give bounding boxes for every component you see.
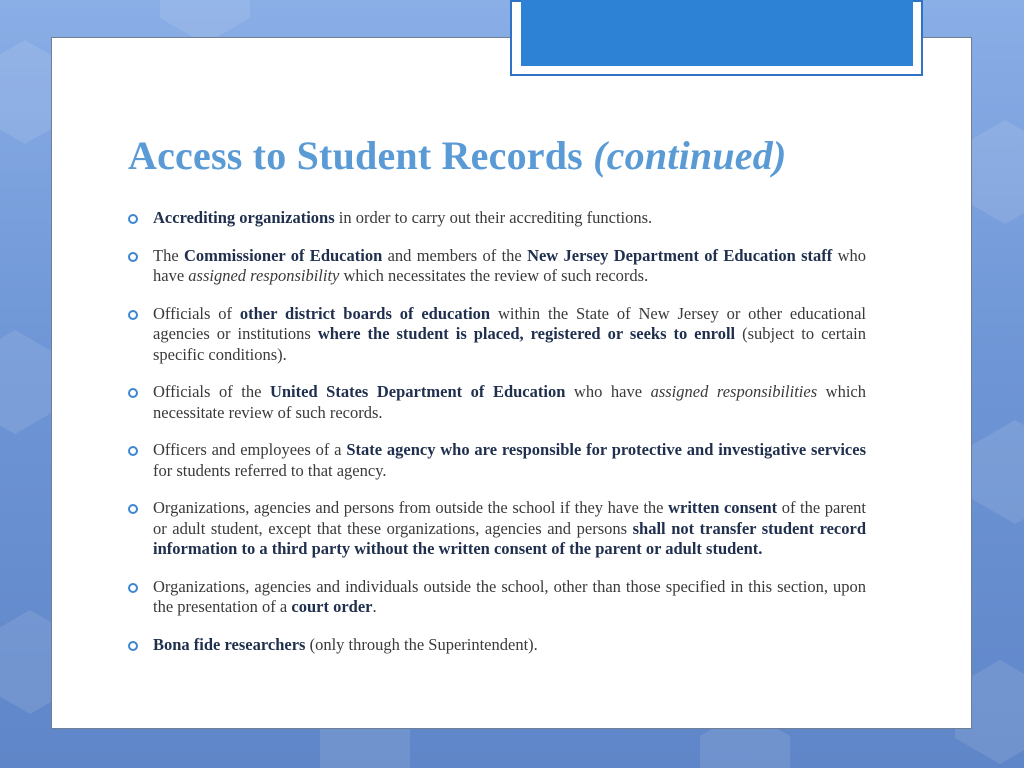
bullet-text-segment: The [153,245,184,265]
title-main: Access to Student Records [128,133,583,178]
bullet-item [128,498,866,560]
bullet-text-segment: Officials of [153,303,240,323]
hollow-circle-bullet-icon [128,446,138,456]
bullet-item [128,382,866,423]
hollow-circle-bullet-icon [128,641,138,651]
header-tab [521,0,913,66]
bullet-text-segment: Officials of the [153,382,270,401]
bullet-text-segment: Organizations, agencies and individuals outside the school, other than those specified in this section, upon the presentation of a [153,576,866,616]
bullet-text-segment: Organizations, agencies and persons from outside the school if they have the [153,498,669,517]
bullet-text-segment: (subject to certain specific conditions). [153,324,866,364]
bullet-text-segment: written consent [668,498,778,517]
bullet-item [128,208,866,229]
bullet-text-segment: who have [565,382,651,401]
bullet-text-segment: Bona fide researchers [153,634,306,654]
hollow-circle-bullet-icon [128,388,138,398]
bullet-text-segment: assigned responsibilities [650,382,818,401]
bullet-text-segment: for students referred to that agency. [153,460,387,480]
bullet-item [128,577,866,618]
bullet-text-segment: which necessitates the review of such records. [339,266,649,285]
bullet-item [128,246,866,287]
bullet-text-segment: . [372,597,377,616]
bullet-text-segment: court order [291,597,373,616]
hollow-circle-bullet-icon [128,504,138,514]
bullet-text-segment: of the parent or adult student, except that these organizations, agencies and persons [153,498,866,538]
slide-title [128,132,786,179]
bullet-text-segment: Accrediting organizations [153,208,335,227]
hollow-circle-bullet-icon [128,252,138,262]
bullet-item [128,304,866,366]
bullet-item [128,440,866,481]
bullet-text-segment: shall not transfer student record information to a third party without the written consent of the parent or adult student. [153,518,866,558]
bullet-text-segment: which necessitate review of such records. [153,382,866,422]
title-continued: (continued) [593,133,787,178]
bullet-text-segment: Officers and employees of a [153,440,347,459]
hollow-circle-bullet-icon [128,310,138,320]
bullet-text-segment: State agency who are responsible for protective and investigative services [346,440,866,459]
bullet-text-segment: New Jersey Department of Education staff [527,245,833,265]
bullet-text-segment: where the student is placed, registered or seeks to enroll [317,324,736,343]
bullet-text-segment: Commissioner of Education [183,245,383,265]
hollow-circle-bullet-icon [128,583,138,593]
bullet-text-segment: in order to carry out their accrediting functions. [334,208,653,227]
bullet-text-segment: other district boards of education [239,303,491,323]
bullet-text-segment: who have [153,245,867,285]
bullet-text-segment: within the State of New Jersey or other educational agencies or institutions [153,303,866,343]
bullet-text-segment: assigned responsibility [188,266,340,285]
bullet-list [128,208,866,672]
bullet-text-segment: (only through the Superintendent). [305,634,538,654]
hollow-circle-bullet-icon [128,214,138,224]
bullet-item [128,635,866,656]
bullet-text-segment: United States Department of Education [269,382,566,401]
bullet-text-segment: and members of the [382,245,528,265]
